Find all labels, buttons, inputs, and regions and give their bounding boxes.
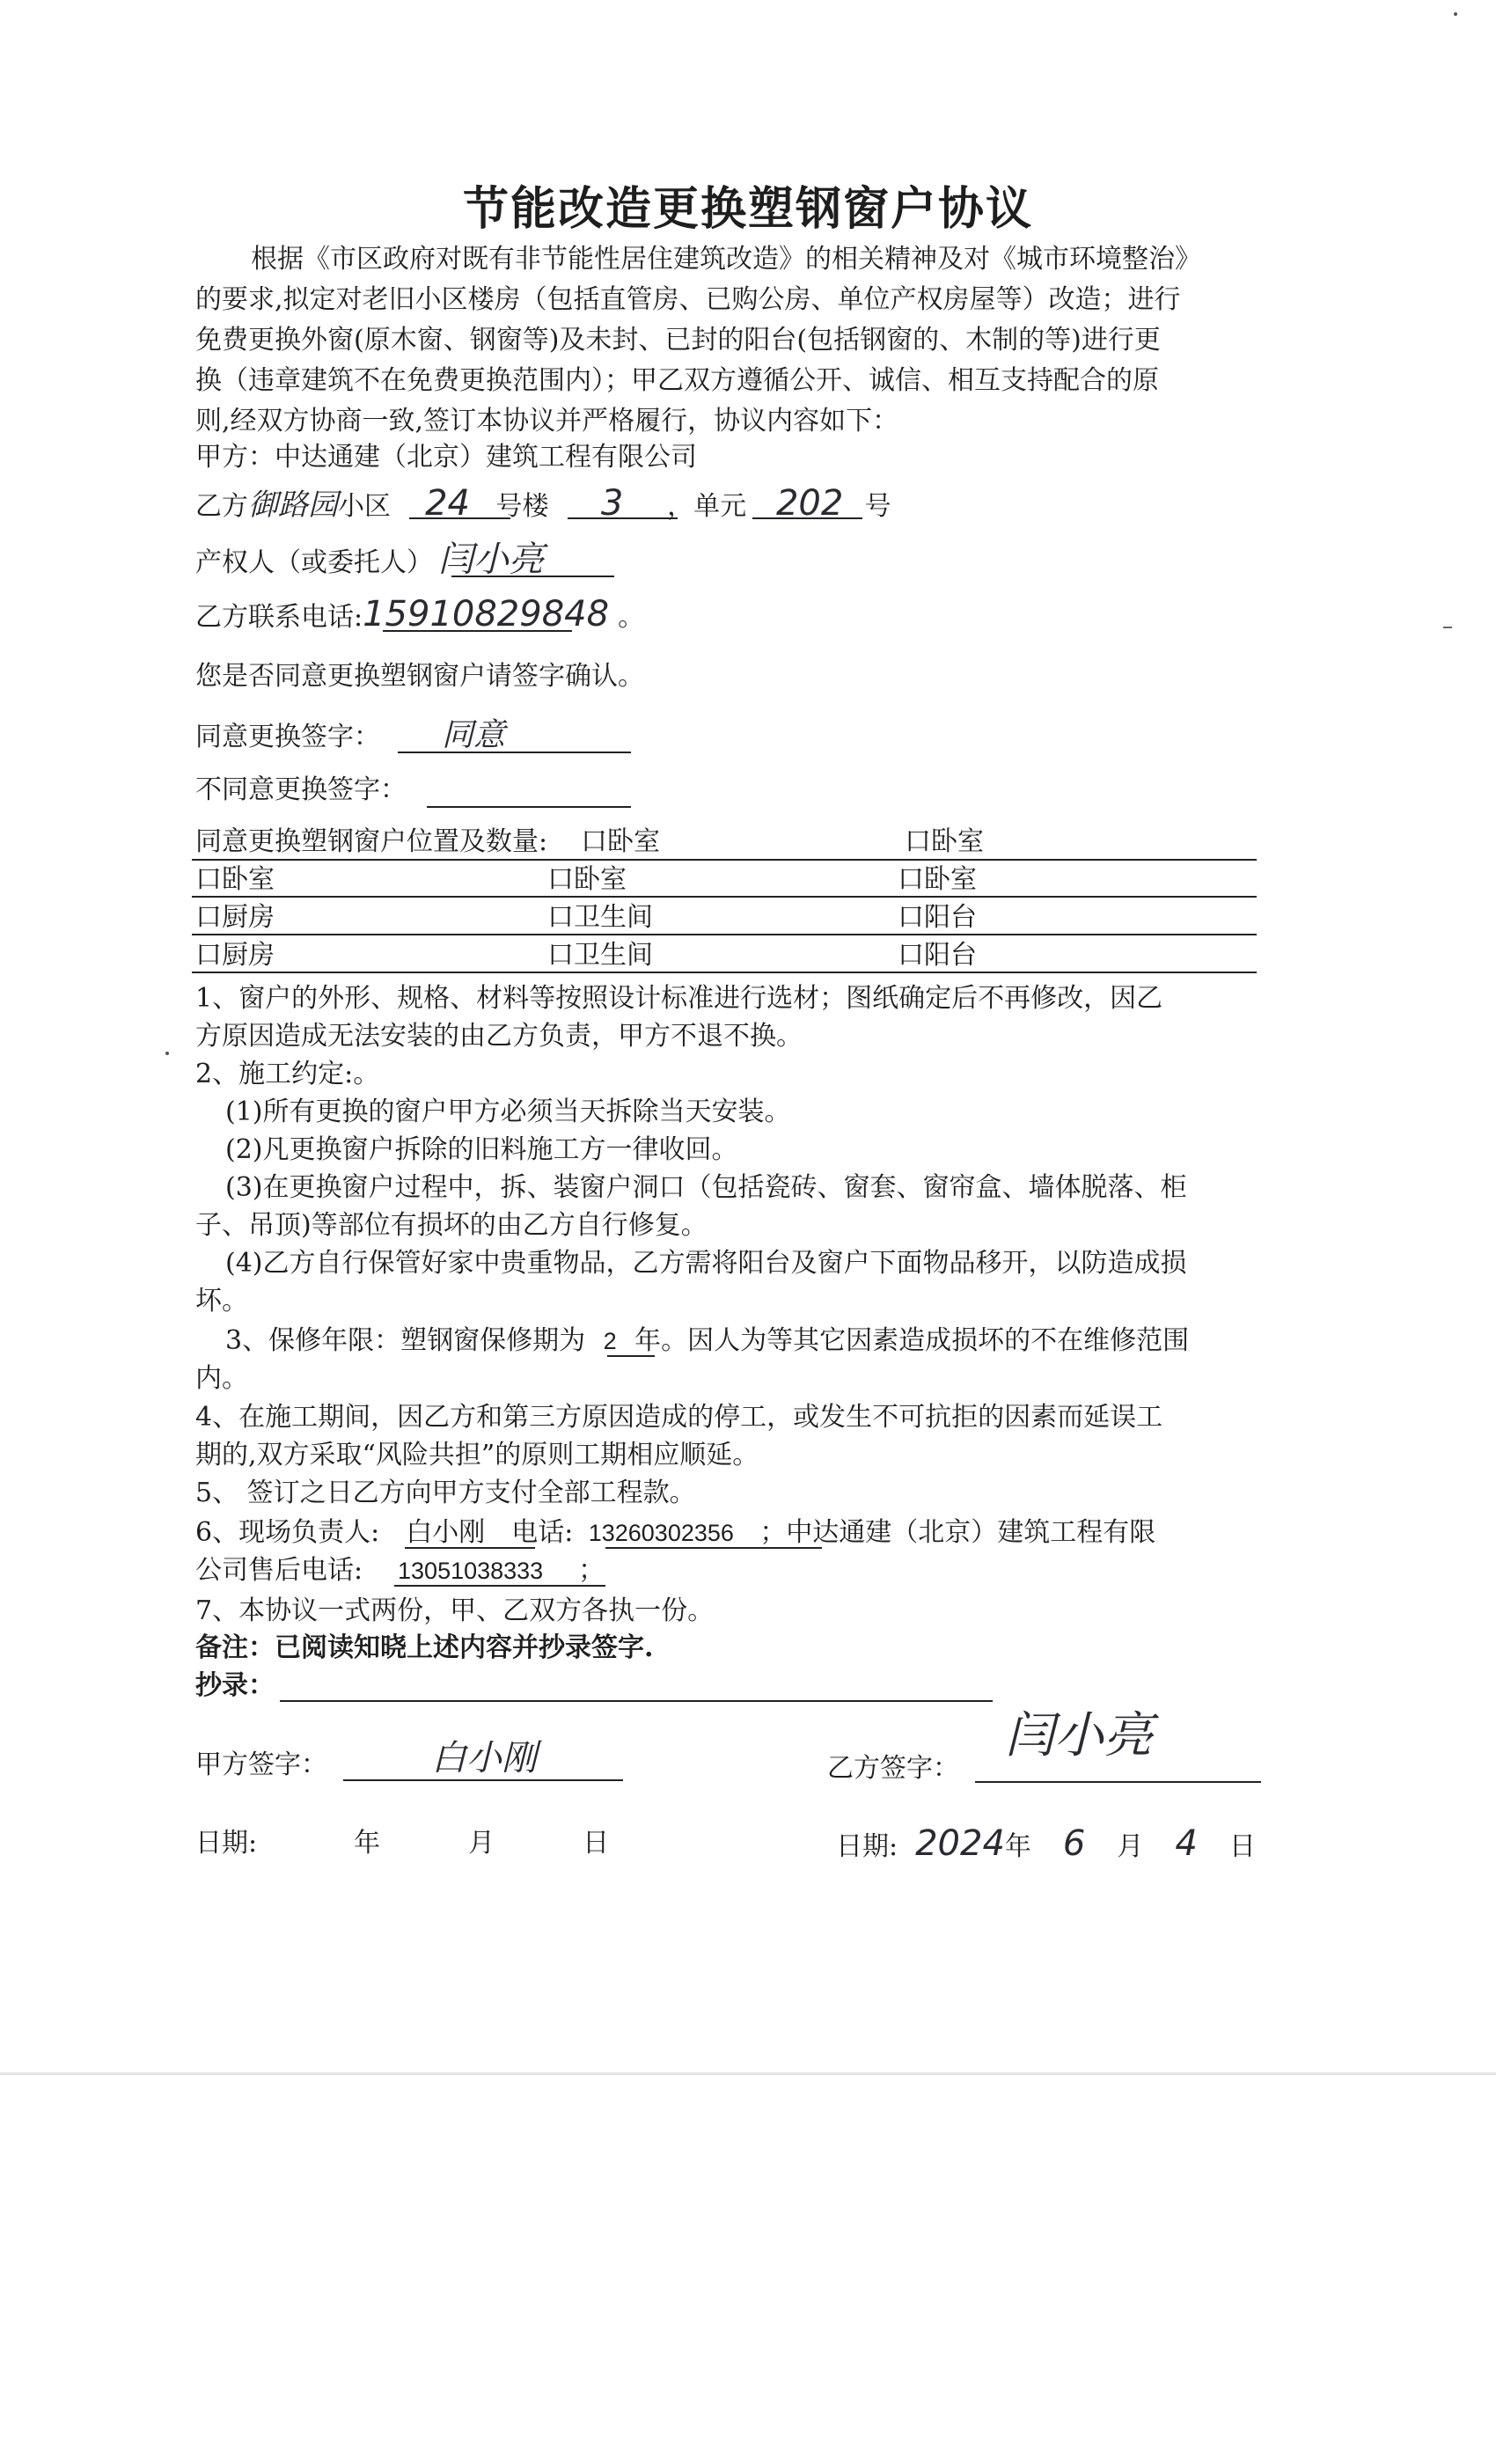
- field-underline: [398, 752, 631, 753]
- party-a: 甲方：中达通建（北京）建筑工程有限公司: [195, 442, 697, 473]
- party-a-signature: 白小刚: [431, 1738, 537, 1778]
- clause-2-4: (4)乙方自行保管好家中贵重物品，乙方需将阳台及窗户下面物品移开，以防造成损: [225, 1248, 1187, 1279]
- warranty-years: 2: [603, 1328, 617, 1354]
- field-underline: [383, 630, 572, 632]
- table-rule: [192, 896, 1257, 898]
- position-option: 口卧室: [547, 864, 627, 895]
- scan-edge: [0, 2072, 1496, 2075]
- intro-line: 根据《市区政府对既有非节能性居住建筑改造》的相关精神及对《城市环境整治》: [251, 244, 1201, 275]
- signed-month: 6: [1062, 1823, 1086, 1864]
- party-a-sign-label: 甲方签字：: [195, 1749, 327, 1780]
- disagree-line: 不同意更换签字：: [195, 774, 407, 805]
- intro-line: 的要求,拟定对老旧小区楼房（包括直管房、已购公房、单位产权房屋等）改造；进行: [195, 284, 1181, 315]
- signed-year: 2024: [915, 1823, 1005, 1864]
- field-underline: [975, 1781, 1261, 1783]
- field-underline: [605, 1547, 822, 1549]
- building-number: 24: [425, 483, 470, 524]
- clause-4-cont: 期的,双方采取“风险共担”的原则工期相应顺延。: [195, 1440, 759, 1470]
- clause-5: 5、 签订之日乙方向甲方支付全部工程款。: [195, 1478, 696, 1508]
- agree-line: 同意更换签字： 同意: [195, 717, 506, 753]
- position-option: 口卫生间: [547, 940, 653, 971]
- clause-2-4-cont: 坏。: [195, 1286, 248, 1316]
- phone-line: 乙方联系电话:15910829848 。: [195, 594, 645, 634]
- clause-2-3: (3)在更换窗户过程中，拆、装窗户洞口（包括瓷砖、窗套、窗帘盒、墙体脱落、柜: [225, 1172, 1187, 1203]
- field-underline: [394, 1585, 605, 1587]
- party-b-label: 乙方: [195, 491, 248, 522]
- field-underline: [409, 517, 510, 519]
- position-option: 口厨房: [195, 902, 275, 933]
- position-option: 口卫生间: [547, 902, 653, 933]
- clause-6-cont: 公司售后电话: 13051038333 ；: [195, 1555, 605, 1586]
- clause-3: 3、保修年限：塑钢窗保修期为 2 年。因人为等其它因素造成损坏的不在维修范围: [225, 1325, 1190, 1356]
- position-option: 口厨房: [195, 940, 275, 971]
- copy-underline: [280, 1700, 993, 1702]
- site-manager-name: 白小刚: [406, 1517, 486, 1548]
- copy-label: 抄录：: [195, 1670, 275, 1701]
- field-underline: [568, 517, 678, 519]
- party-b-address: 乙方御路园小区 24 号楼 3 ，单元 202 号: [195, 483, 891, 524]
- table-rule: [192, 972, 1257, 973]
- scan-mark: [1443, 627, 1452, 628]
- owner-name: 闫小亮: [438, 539, 544, 580]
- owner-line: 产权人（或委托人） 闫小亮: [195, 539, 544, 580]
- after-sales-phone: 13051038333: [398, 1558, 544, 1584]
- party-b-sign-label: 乙方签字：: [827, 1753, 959, 1784]
- clause-7: 7、本协议一式两份，甲、乙双方各执一份。: [195, 1595, 715, 1626]
- clause-2: 2、施工约定:。: [195, 1059, 380, 1089]
- clause-1: 1、窗户的外形、规格、材料等按照设计标准进行选材；图纸确定后不再修改，因乙: [195, 983, 1163, 1014]
- phone-number: 15910829848: [363, 594, 610, 634]
- position-option: 口卧室: [195, 864, 275, 895]
- clause-2-3-cont: 子、吊顶)等部位有损坏的由乙方自行修复。: [195, 1210, 708, 1241]
- field-underline: [607, 1355, 655, 1357]
- position-option: 口阳台: [898, 902, 977, 933]
- remark: 备注：已阅读知晓上述内容并抄录签字.: [195, 1632, 654, 1663]
- room-number: 202: [775, 483, 844, 524]
- date-a: 日期: 年 月 日: [195, 1828, 610, 1859]
- party-b-signature: 闫小亮: [1005, 1707, 1153, 1764]
- confirm-prompt: 您是否同意更换塑钢窗户请签字确认。: [195, 661, 644, 692]
- scan-speck: [1454, 12, 1457, 16]
- clause-3-cont: 内。: [195, 1363, 248, 1394]
- position-option: 口卧室: [898, 864, 977, 895]
- scan-speck: [165, 1052, 169, 1055]
- position-option: 口阳台: [898, 940, 977, 971]
- document-title: 节能改造更换塑钢窗户协议: [462, 182, 1033, 236]
- field-underline: [405, 1547, 535, 1549]
- intro-line: 则,经双方协商一致,签订本协议并严格履行，协议内容如下：: [195, 406, 899, 436]
- field-underline: [752, 517, 862, 519]
- intro-line: 免费更换外窗(原木窗、钢窗等)及未封、已封的阳台(包括钢窗的、木制的等)进行更: [195, 325, 1161, 356]
- signed-day: 4: [1175, 1823, 1198, 1864]
- date-b: 日期: 2024年 6 月 4 日: [836, 1823, 1256, 1864]
- field-underline: [451, 576, 614, 577]
- table-rule: [192, 934, 1257, 935]
- community-name: 御路园: [248, 488, 338, 523]
- clause-2-1: (1)所有更换的窗户甲方必须当天拆除当天安装。: [225, 1096, 791, 1127]
- clause-4: 4、在施工期间，因乙方和第三方原因造成的停工，或发生不可抗拒的因素而延误工: [195, 1402, 1163, 1433]
- unit-number: 3: [600, 483, 624, 524]
- clause-6: 6、现场负责人: 白小刚 电话: 13260302356 ；中达通建（北京）建筑工程有限: [195, 1517, 1156, 1548]
- clause-1-cont: 方原因造成无法安装的由乙方负责，甲方不退不换。: [195, 1021, 803, 1052]
- table-rule: [192, 859, 1257, 861]
- position-option: 口卧室: [905, 826, 984, 857]
- field-underline: [343, 1779, 623, 1781]
- site-manager-phone: 13260302356: [588, 1520, 734, 1546]
- clause-2-2: (2)凡更换窗户拆除的旧料施工方一律收回。: [225, 1134, 738, 1165]
- positions-label: 同意更换塑钢窗户位置及数量:: [195, 826, 548, 857]
- agree-signature: 同意: [442, 717, 506, 753]
- intro-line: 换（违章建筑不在免费更换范围内）；甲乙双方遵循公开、诚信、相互支持配合的原: [195, 365, 1159, 396]
- field-underline: [427, 806, 631, 808]
- position-option: 口卧室: [581, 826, 660, 857]
